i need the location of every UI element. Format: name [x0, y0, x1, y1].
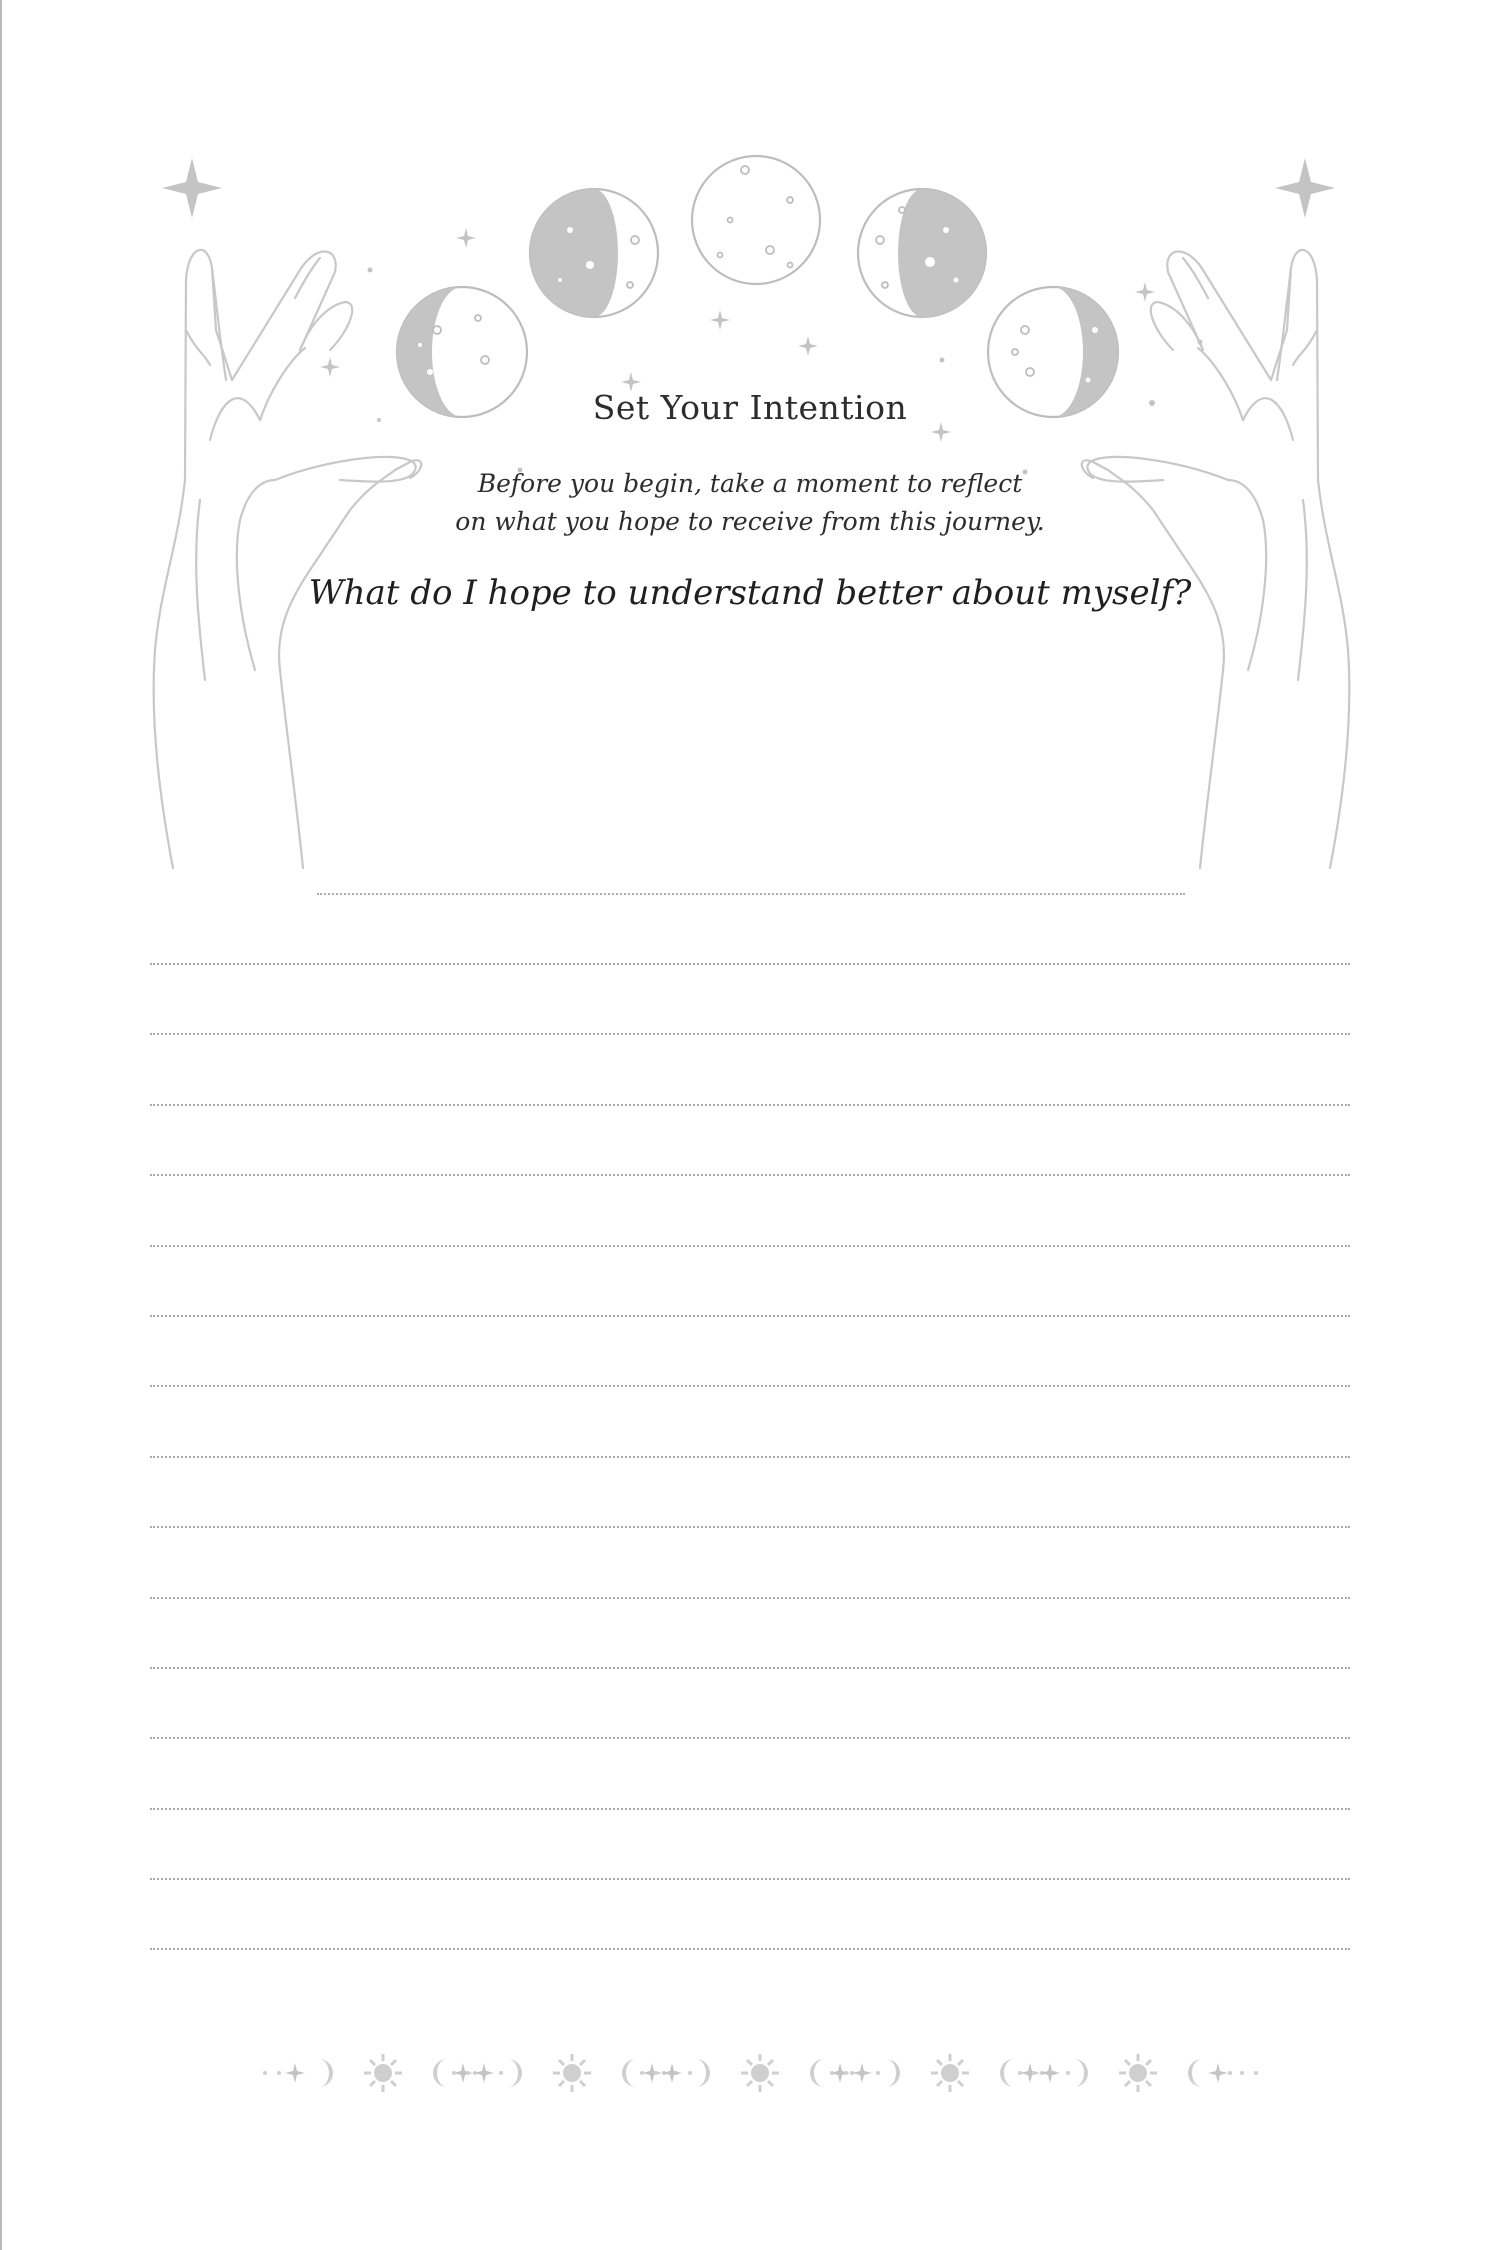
- footer-moon-sun-border: [263, 2054, 1258, 2092]
- writing-line[interactable]: [150, 1456, 1350, 1526]
- sparkle-icon-right: [1275, 158, 1335, 218]
- writing-line[interactable]: [150, 1385, 1350, 1455]
- writing-line[interactable]: [150, 1104, 1350, 1174]
- writing-line[interactable]: [150, 1245, 1350, 1315]
- sparkle-icon-left: [162, 158, 222, 218]
- intro-line-2: on what you hope to receive from this journey.: [455, 507, 1045, 536]
- writing-line[interactable]: [150, 1033, 1350, 1103]
- moon-phase-waxing-gibbous-icon: [530, 189, 658, 317]
- writing-line[interactable]: [150, 1315, 1350, 1385]
- page-title: Set Your Intention: [592, 388, 908, 427]
- writing-line[interactable]: [150, 1597, 1350, 1667]
- moon-phase-waning-gibbous-icon: [858, 189, 986, 317]
- writing-line[interactable]: [150, 1948, 1350, 2018]
- writing-line[interactable]: [150, 1667, 1350, 1737]
- intro-text: [0, 465, 1500, 541]
- journal-prompt-question: What do I hope to understand better about myself?: [308, 573, 1192, 613]
- writing-line[interactable]: [150, 1174, 1350, 1244]
- moon-phase-full-moon-icon: [692, 156, 820, 284]
- writing-line[interactable]: [150, 1878, 1350, 1948]
- writing-line[interactable]: [150, 963, 1350, 1033]
- writing-line[interactable]: [150, 1808, 1350, 1878]
- intro-line-1: Before you begin, take a moment to reflect: [477, 469, 1023, 498]
- writing-line[interactable]: [150, 1526, 1350, 1596]
- writing-line-short[interactable]: [317, 893, 1185, 895]
- right-hands-illustration: [1082, 250, 1350, 868]
- small-stars: [320, 228, 1203, 475]
- writing-area[interactable]: [150, 963, 1350, 2019]
- writing-line[interactable]: [150, 1737, 1350, 1807]
- left-hands-illustration: [154, 250, 422, 868]
